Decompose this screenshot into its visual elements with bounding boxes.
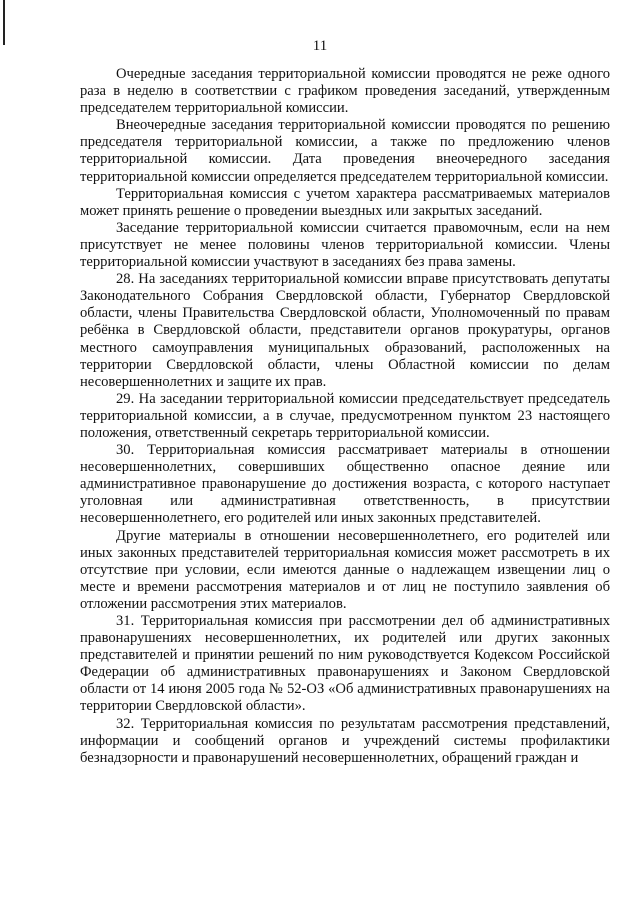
paragraph-regular-meetings: Очередные заседания территориальной комиссии проводятся не реже одного раза в неделю в соответствии с графиком проведения заседаний, утвержденным председателем территориальной комиссии.: [80, 66, 610, 117]
paragraph-item-31: 31. Территориальная комиссия при рассмотрении дел об административных правонарушениях несовершеннолетних, их родителей или других законных представителей и принятии решений по ним руководствуется Кодексом Российской Федерации об административных правонарушениях и Законом Свердловской области от 14 июня 2005 года № 52-ОЗ «Об административных правонарушениях на территории Свердловской области».: [80, 613, 610, 715]
page-number: 11: [312, 38, 328, 54]
document-body: [80, 66, 610, 767]
paragraph-other-materials: Другие материалы в отношении несовершеннолетнего, его родителей или иных законных представителей территориальная комиссия может рассмотреть в их отсутствие при условии, если имеются данные о надлежащем извещении лиц о месте и времени рассмотрения материалов и от лиц не поступило заявления об отложении рассмотрения этих материалов.: [80, 527, 610, 612]
paragraph-item-32: 32. Территориальная комиссия по результатам рассмотрения представлений, информации и сообщений органов и учреждений системы профилактики безнадзорности и правонарушений несовершеннолетних, обращений граждан и: [80, 715, 610, 766]
paragraph-item-30: 30. Территориальная комиссия рассматривает материалы в отношении несовершеннолетних, совершивших общественно опасное деяние или административное правонарушение до достижения возраста, с которого наступает уголовная или административная ответственность, в присутствии несовершеннолетнего, его родителей или иных законных представителей.: [80, 442, 610, 527]
paragraph-quorum: Заседание территориальной комиссии считается правомочным, если на нем присутствует не менее половины членов территориальной комиссии. Члены территориальной комиссии участвуют в заседаниях без права замены.: [80, 219, 610, 271]
paragraph-item-28: 28. На заседаниях территориальной комиссии вправе присутствовать депутаты Законодательного Собрания Свердловской области, Губернатор Свердловской области, члены Правительства Свердловской области, Уполномоченный по правам ребёнка в Свердловской области, представители органов прокуратуры, органов местного самоуправления муниципальных образований, расположенных на территории Свердловской области, члены Областной комиссии по делам несовершеннолетних и защите их прав.: [80, 271, 610, 390]
paragraph-extraordinary-meetings: Внеочередные заседания территориальной комиссии проводятся по решению председателя территориальной комиссии, а также по предложению членов территориальной комиссии. Дата проведения внеочередного заседания территориальной комиссии определяется председателем территориальной комиссии.: [80, 117, 610, 185]
paragraph-offsite-meetings: Территориальная комиссия с учетом характера рассматриваемых материалов может принять решение о проведении выездных или закрытых заседаний.: [80, 185, 610, 219]
paragraph-item-29: 29. На заседании территориальной комиссии председательствует председатель территориальной комиссии, а в случае, предусмотренном пунктом 23 настоящего положения, ответственный секретарь территориальной комиссии.: [80, 390, 610, 441]
